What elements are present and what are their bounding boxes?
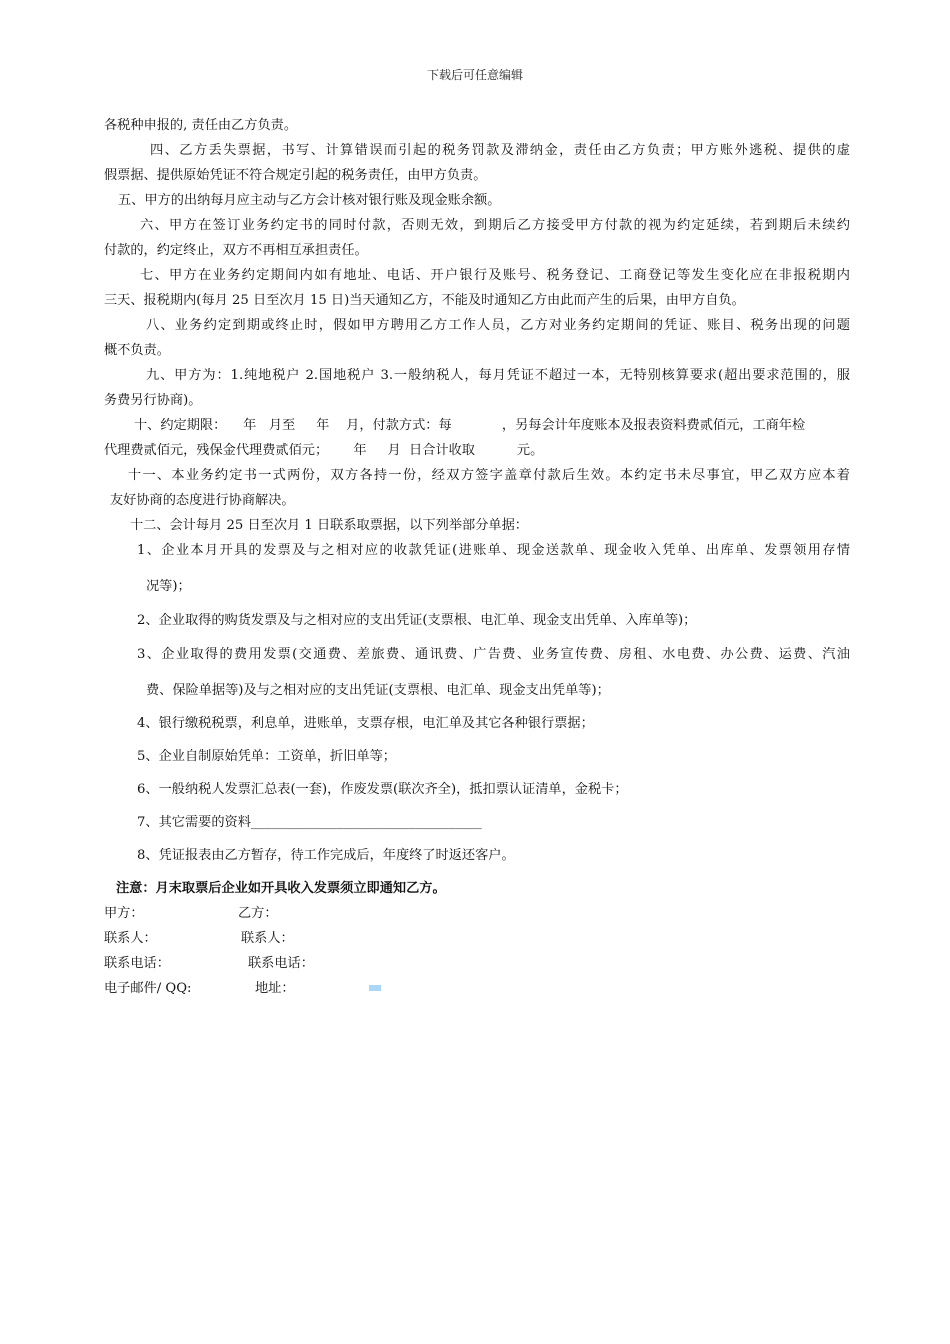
text-line: 七、甲方在业务约定期间内如有地址、电话、开户银行及账号、税务登记、工商登记等发生变化应在非报税期内 [140, 268, 850, 283]
text-line: 八、业务约定到期或终止时，假如甲方聘用乙方工作人员，乙方对业务约定期间的凭证、账目、税务出现的问题 [146, 318, 850, 333]
text-line: 概不负责。 [104, 343, 170, 358]
list-item: 8、凭证报表由乙方暂存，待工作完成后，年度终了时返还客户。 [137, 848, 515, 863]
text-line: 十二、会计每月 25 日至次月 1 日联系取票据，以下列举部分单据： [130, 518, 528, 533]
list-item: 2、企业取得的购货发票及与之相对应的支出凭证(支票根、电汇单、现金支出凭单、入库单等)； [137, 613, 697, 628]
party-a-contact-label: 联系人： [104, 931, 157, 946]
text-line: 三天、报税期内(每月 25 日至次月 15 日)当天通知乙方，不能及时通知乙方由此而产生的后果，由甲方自负。 [104, 293, 745, 308]
party-b-phone-label: 联系电话： [248, 956, 314, 971]
selection-highlight [369, 985, 381, 991]
party-b-label: 乙方： [238, 906, 278, 921]
text-line: 代理费贰佰元，残保金代理费贰佰元； 年 月 日合计收取 元。 [104, 443, 544, 458]
list-item: 3、企业取得的费用发票(交通费、差旅费、通讯费、广告费、业务宣传费、房租、水电费、办公费、运费、汽油 [137, 647, 850, 662]
list-item: 6、一般纳税人发票汇总表(一套)，作废发票(联次齐全)，抵扣票认证清单，金税卡； [137, 782, 628, 797]
page-header: 下载后可任意编辑 [426, 68, 523, 82]
text-line: 九、甲方为：1.纯地税户 2.国地税户 3.一般纳税人，每月凭证不超过一本，无特别核算要求(超出要求范围的，服 [146, 368, 850, 383]
list-item: 1、企业本月开具的发票及与之相对应的收款凭证(进账单、现金送款单、现金收入凭单、出库单、发票领用存情 [137, 543, 850, 558]
party-a-email-label: 电子邮件/ QQ: [104, 981, 192, 996]
text-line: 付款的，约定终止，双方不再相互承担责任。 [104, 243, 368, 258]
list-item: 7、其它需要的资料___________________________________ [137, 815, 482, 830]
text-line: 十一、本业务约定书一式两份，双方各持一份，经双方签字盖章付款后生效。本约定书未尽事宜，甲乙双方应本着 [128, 468, 850, 483]
party-a-label: 甲方： [104, 906, 144, 921]
list-item: 5、企业自制原始凭单：工资单，折旧单等； [137, 749, 396, 764]
text-line: 四、乙方丢失票据，书写、计算错误而引起的税务罚款及滞纳金，责任由乙方负责；甲方账外逃税、提供的虚 [150, 143, 850, 158]
list-item-continuation: 况等)； [146, 579, 191, 594]
text-line: 各税种申报的, 责任由乙方负责。 [104, 118, 298, 133]
party-b-address-label: 地址： [255, 981, 295, 996]
text-line: 务费另行协商)。 [104, 393, 202, 408]
party-a-phone-label: 联系电话： [104, 956, 170, 971]
notice: 注意：月末取票后企业如开具收入发票须立即通知乙方。 [116, 881, 446, 896]
text-line: 五、甲方的出纳每月应主动与乙方会计核对银行账及现金账余额。 [118, 193, 501, 208]
text-line: 假票据、提供原始凭证不符合规定引起的税务责任，由甲方负责。 [104, 168, 487, 183]
text-line: 十、约定期限： 年 月至 年 月，付款方式：每 ，另每会计年度账本及报表资料费贰佰元，工商年检 [134, 418, 806, 433]
text-line: 友好协商的态度进行协商解决。 [110, 493, 295, 508]
party-b-contact-label: 联系人： [241, 931, 294, 946]
text-line: 六、甲方在签订业务约定书的同时付款，否则无效，到期后乙方接受甲方付款的视为约定延续，若到期后未续约 [140, 218, 850, 233]
list-item: 4、银行缴税税票，利息单，进账单，支票存根，电汇单及其它各种银行票据； [137, 716, 594, 731]
list-item-continuation: 费、保险单据等)及与之相对应的支出凭证(支票根、电汇单、现金支出凭单等)； [146, 683, 610, 698]
